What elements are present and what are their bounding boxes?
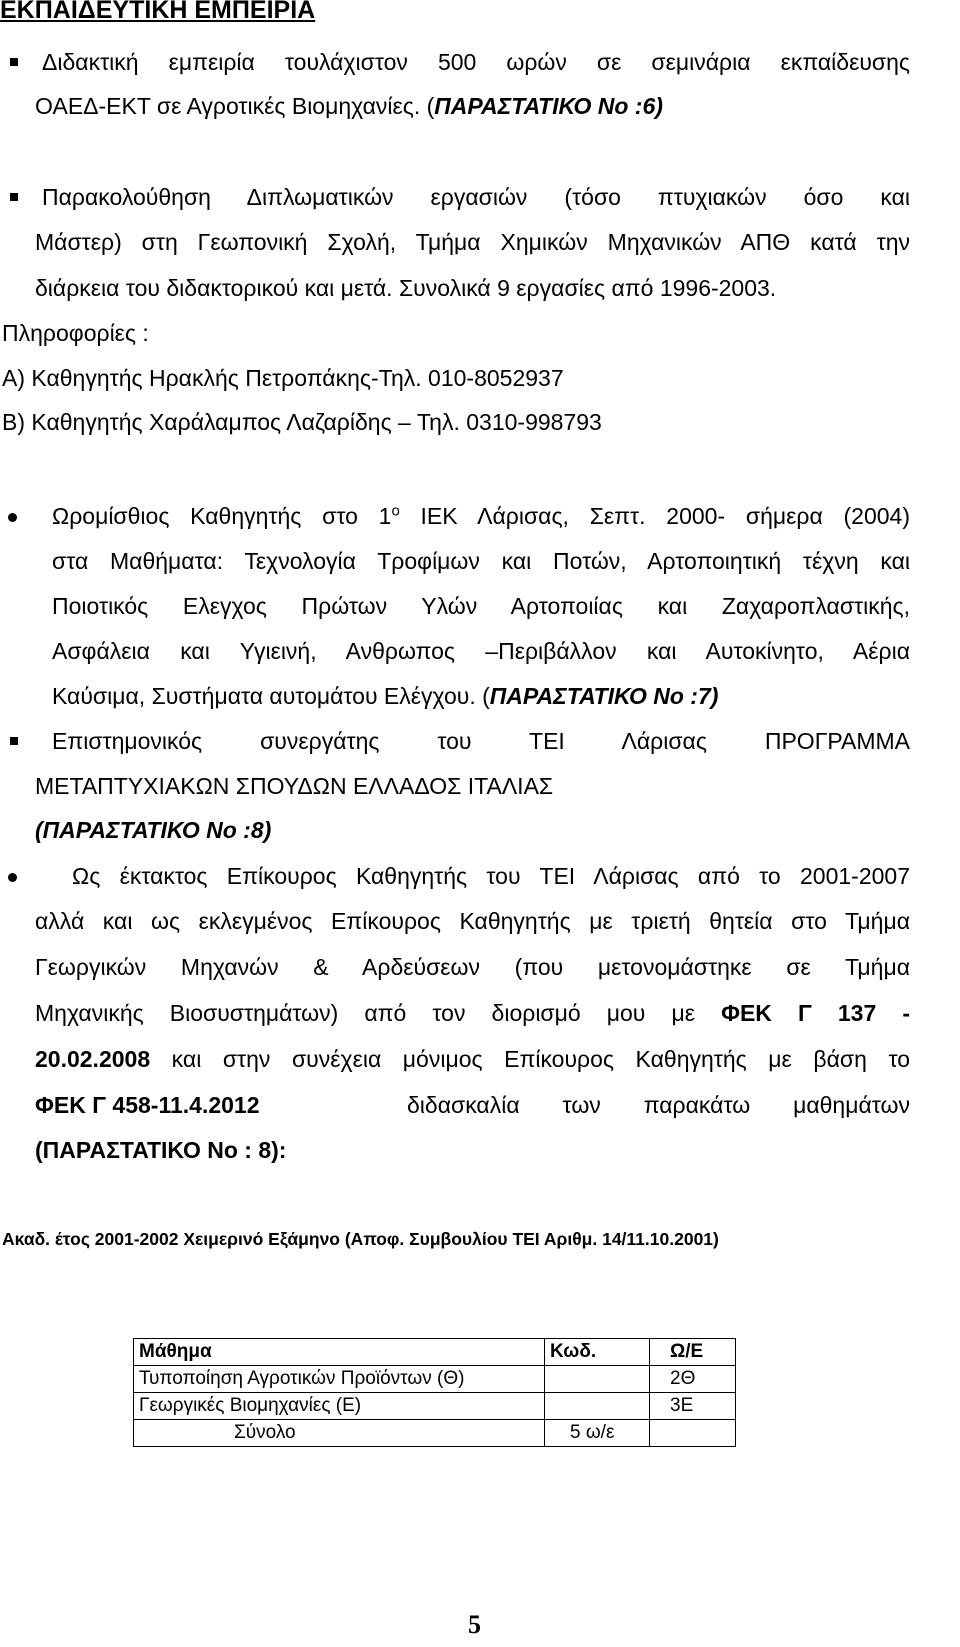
table-header: Μάθημα [134,1339,545,1366]
info-label: Πληροφορίες : [2,320,149,346]
item3-line4: Ασφάλεια και Υγιεινή, Ανθρωπος –Περιβάλλον και Αυτοκίνητο, Αέρια [52,638,910,664]
item5-text-4: Μηχανικής Βιοσυστημάτων) από τον διορισμό μου με [35,1000,722,1026]
table-cell: Τυποποίηση Αγροτικών Προϊόντων (Θ) [134,1366,545,1393]
table-cell: 3Ε [650,1393,736,1420]
table-cell [545,1366,650,1393]
table-row [134,1393,736,1420]
item2-line3: διάρκεια του διδακτορικού και μετά. Συνολικά 9 εργασίες από 1996-2003. [35,275,777,301]
bullet-square [10,58,18,66]
bullet-square [10,737,18,745]
item1-text: Διδακτική εμπειρία τουλάχιστον 500 ωρών σε σεμινάρια εκπαίδευσης [42,49,910,75]
semester-heading: Ακαδ. έτος 2001-2002 Χειμερινό Εξάμηνο (Αποφ. Συμβουλίου ΤΕΙ Αριθμ. 14/11.10.2001) [2,1229,719,1249]
item5-line3: Γεωργικών Μηχανών & Αρδεύσεων (που μετονομάστηκε σε Τμήμα [35,954,910,980]
total-label: Σύνολο [134,1420,545,1447]
supporting-doc-ref: ΠΑΡΑΣΤΑΤΙΚΟ Νο :6) [434,93,663,119]
supporting-doc-ref: (ΠΑΡΑΣΤΑΤΙΚΟ Νο : 8): [35,1137,287,1163]
item1-line2 [35,92,663,120]
bullet-dot [8,873,17,882]
table-cell: 2Θ [650,1366,736,1393]
table-header: Ω/Ε [650,1339,736,1366]
item4-line2: ΜΕΤΑΠΤΥΧΙΑΚΩΝ ΣΠΟΥΔΩΝ ΕΛΛΑΔΟΣ ΙΤΑΛΙΑΣ [35,773,554,799]
item5-line4 [35,999,910,1027]
page-number: 5 [468,1610,481,1639]
table-total-row [134,1420,736,1447]
item3-text: Ωρομίσθιος Καθηγητής στο 1 [52,503,392,529]
item5-line6b: διδασκαλία των παρακάτω μαθημάτων [407,1092,910,1118]
section-heading: ΕΚΠΑΙΔΕΥΤΙΚΗ ΕΜΠΕΙΡΙΑ [0,0,316,24]
item3-text-b: ΙΕΚ Λάρισας, Σεπτ. 2000- σήμερα (2004) [399,503,910,529]
item5-line5 [35,1045,910,1073]
table-header: Κωδ. [545,1339,650,1366]
table-header-row [134,1339,736,1366]
item5-line6 [35,1091,260,1119]
item3-line1 [52,502,910,530]
reference-b: Β) Καθηγητής Χαράλαμπος Λαζαρίδης – Τηλ. 0310-998793 [2,409,602,435]
item3-line2: στα Μαθήματα: Τεχνολογία Τροφίμων και Ποτών, Αρτοποιητική τέχνη και [52,548,910,574]
item5-line1: Ως έκτακτος Επίκουρος Καθηγητής του ΤΕΙ Λάρισας από το 2001-2007 [72,863,910,889]
courses-table [133,1338,736,1447]
table-cell [650,1420,736,1447]
bullet-square [10,193,18,201]
bullet-dot [8,513,17,522]
total-value: 5 ω/ε [545,1420,650,1447]
gazette-date: 20.02.2008 [35,1046,151,1072]
item4-line1: Επιστημονικός συνεργάτης του ΤΕΙ Λάρισας ΠΡΟΓΡΑΜΜΑ [52,728,910,754]
supporting-doc-ref: (ΠΑΡΑΣΤΑΤΙΚΟ Νο :8) [35,817,272,843]
item5-text-5: και στην συνέχεια μόνιμος Επίκουρος Καθηγητής με βάση το [150,1046,910,1072]
table-row [134,1366,736,1393]
gazette-ref: ΦΕΚ Γ 137 - [721,1000,910,1026]
item1-line1 [42,48,910,76]
supporting-doc-ref: ΠΑΡΑΣΤΑΤΙΚΟ Νο :7) [489,683,719,709]
reference-a: Α) Καθηγητής Ηρακλής Πετροπάκης-Τηλ. 010-8052937 [2,365,564,391]
table-cell [545,1393,650,1420]
item3-line5 [52,682,718,710]
item1-text-2: ΟΑΕΔ-ΕΚΤ σε Αγροτικές Βιομηχανίες. ( [35,93,435,119]
item2-line1: Παρακολούθηση Διπλωματικών εργασιών (τόσο πτυχιακών όσο και [42,184,910,210]
gazette-ref-2: ΦΕΚ Γ 458-11.4.2012 [35,1092,260,1118]
item5-line2: αλλά και ως εκλεγμένος Επίκουρος Καθηγητής με τριετή θητεία στο Τμήμα [35,908,910,934]
item3-text-5: Καύσιμα, Συστήματα αυτομάτου Ελέγχου. ( [52,683,490,709]
superscript: ο [391,502,400,520]
table-cell: Γεωργικές Βιομηχανίες (Ε) [134,1393,545,1420]
item3-line3: Ποιοτικός Ελεγχος Πρώτων Υλών Αρτοποιίας και Ζαχαροπλαστικής, [52,593,910,619]
item2-line2: Μάστερ) στη Γεωπονική Σχολή, Τμήμα Χημικών Μηχανικών ΑΠΘ κατά την [35,229,910,255]
